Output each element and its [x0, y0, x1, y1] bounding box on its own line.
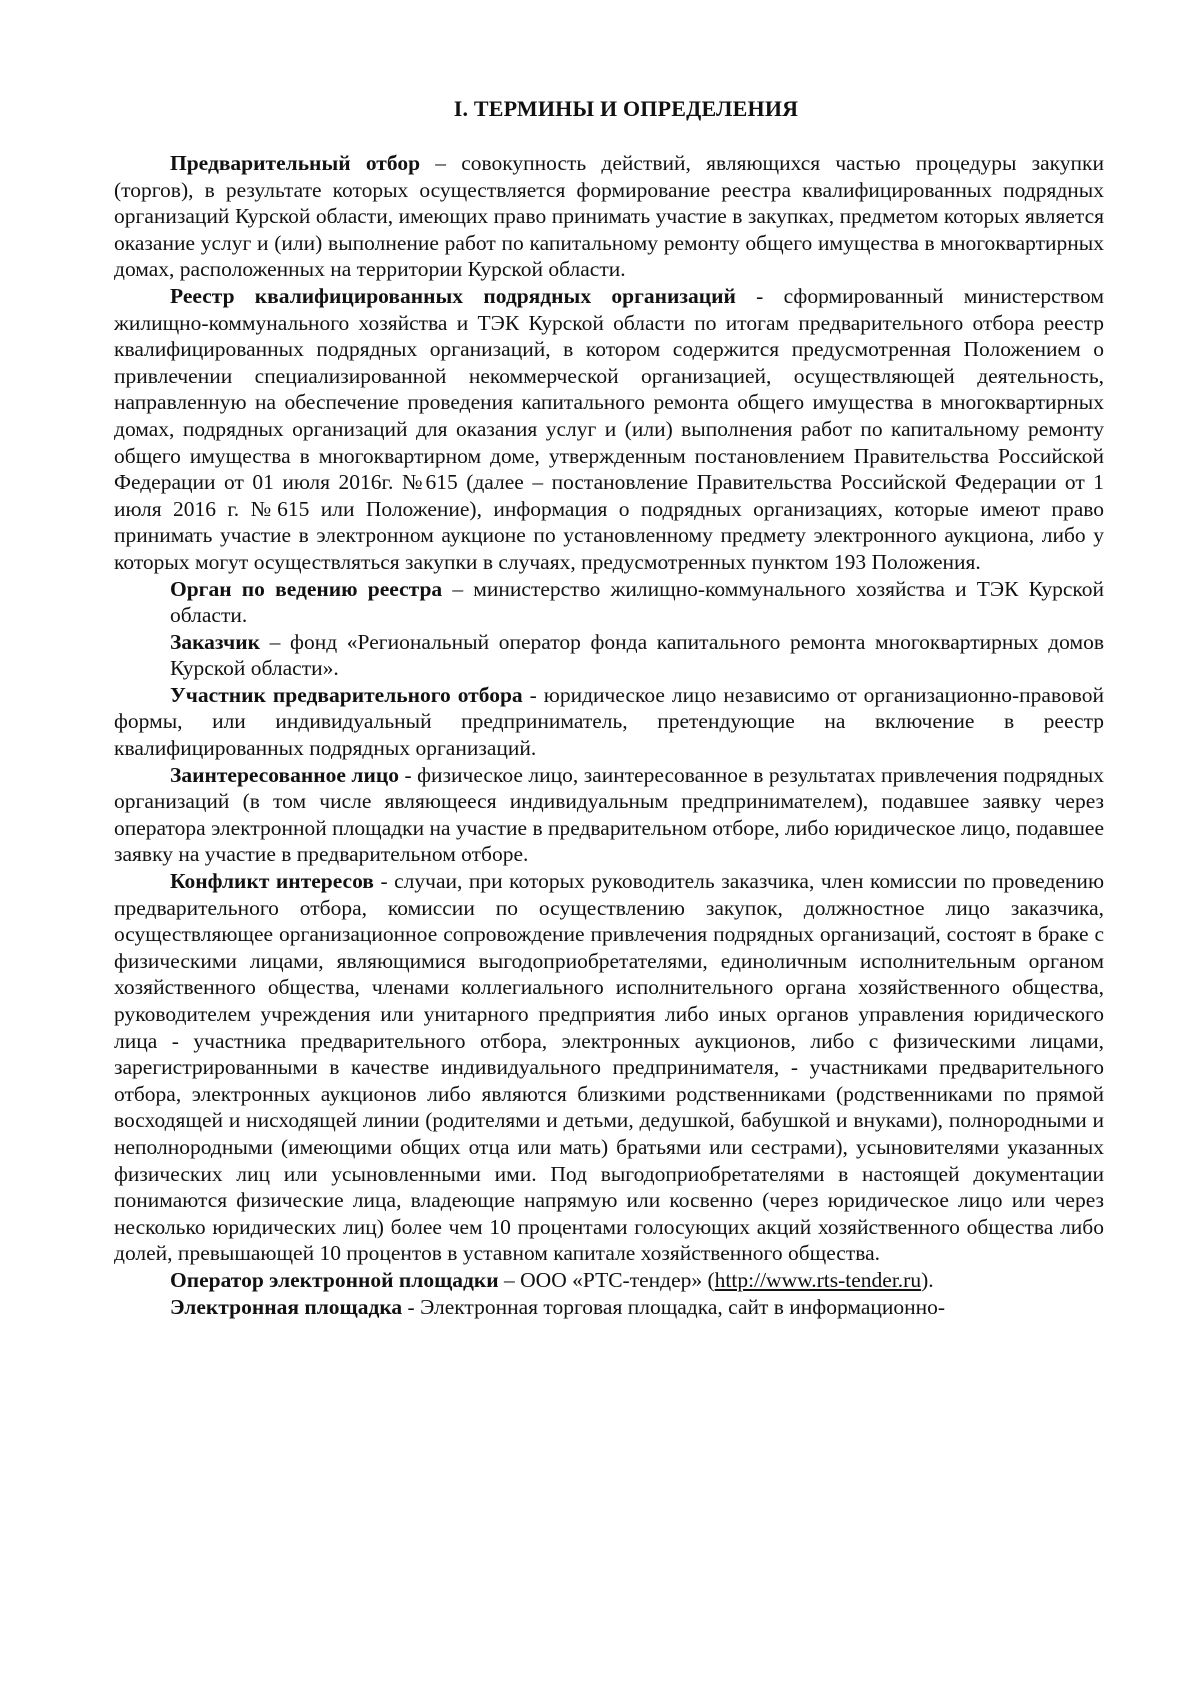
- definition-participant: [114, 682, 1104, 762]
- definition-text: – ООО «РТС-тендер» (: [498, 1267, 715, 1292]
- definition-platform-operator: [114, 1267, 1104, 1294]
- term-label: Участник предварительного отбора: [170, 682, 523, 707]
- definition-electronic-platform: [114, 1294, 1104, 1321]
- section-heading: I. ТЕРМИНЫ И ОПРЕДЕЛЕНИЯ: [453, 96, 799, 121]
- definition-preliminary-selection: [114, 150, 1104, 283]
- operator-website-link[interactable]: http://www.rts-tender.ru: [714, 1267, 922, 1292]
- definition-text: - юридическое лицо независимо от организационно-правовой формы, или индивидуальный предприниматель, претендующие на включение в реестр квалифицированных подрядных организаций.: [114, 682, 1104, 761]
- term-label: Предварительный отбор: [170, 151, 421, 175]
- definition-interested-person: [114, 762, 1104, 868]
- definition-conflict-of-interest: [114, 868, 1104, 1267]
- definition-text: - Электронная торговая площадка, сайт в информационно-: [402, 1294, 946, 1319]
- definition-text-end: ).: [921, 1267, 934, 1292]
- term-label: Орган по ведению реестра: [170, 576, 443, 601]
- document-body: [114, 96, 1104, 1320]
- definition-customer: [114, 629, 1104, 682]
- term-label: Заказчик: [170, 629, 261, 654]
- definition-text: – фонд «Региональный оператор фонда капитального ремонта многоквартирных домов Курской области».: [170, 629, 1104, 681]
- term-label: Реестр квалифицированных подрядных организаций: [170, 283, 736, 308]
- definition-text: – министерство жилищно-коммунального хозяйства и ТЭК Курской области.: [170, 576, 1105, 628]
- term-label: Оператор электронной площадки: [170, 1267, 499, 1292]
- definition-text: - случаи, при которых руководитель заказчика, член комиссии по проведению предварительного отбора, комиссии по осуществлению закупок, должностное лицо заказчика, осуществляющее организационное сопровождение привлечения подрядных организаций, состоят в браке с физическими лицами, являющимися выгодоприобретателями, единоличным исполнительным органом хозяйственного общества, членами коллегиального исполнительного органа хозяйственного общества, руководителем учреждения или унитарного предприятия либо иных органов управления юридического лица - участника предварительного отбора, электронных аукционов, либо с физическими лицами, зарегистрированными в качестве индивидуального предпринимателя, - участниками предварительного отбора, электронных аукционов либо являются близкими родственниками (родственниками по прямой восходящей и нисходящей линии (родителями и детьми, дедушкой, бабушкой и внуками), полнородными и неполнородными (имеющими общих отца или мать) братьями или сестрами), усыновителями указанных физических лиц или усыновленными ими. Под выгодоприобретателями в настоящей документации понимаются физические лица, владеющие напрямую или косвенно (через юридическое лицо или через несколько юридических лиц) более чем 10 процентами голосующих акций хозяйственного общества либо долей, превышающей 10 процентов в уставном капитале хозяйственного общества.: [114, 869, 1105, 1266]
- term-label: Электронная площадка: [170, 1294, 403, 1319]
- definition-text: – совокупность действий, являющихся частью процедуры закупки (торгов), в результате которых осуществляется формирование реестра квалифицированных подрядных организаций Курской области, имеющих право принимать участие в закупках, предметом которых является оказание услуг и (или) выполнение работ по капитальному ремонту общего имущества в многоквартирных домах, расположенных на территории Курской области.: [114, 151, 1104, 282]
- definition-text: - сформированный министерством жилищно-коммунального хозяйства и ТЭК Курской области по итогам предварительного отбора реестр квалифицированных подрядных организаций, в котором содержится предусмотренная Положением о привлечении специализированной некоммерческой организацией, осуществляющей деятельность, направленную на обеспечение проведения капитального ремонта общего имущества в многоквартирных домах, подрядных организаций для оказания услуг и (или) выполнения работ по капитальному ремонту общего имущества в многоквартирном доме, утвержденным постановлением Правительства Российской Федерации от 01 июля 2016г. №615 (далее – постановление Правительства Российской Федерации от 1 июля 2016 г. №615 или Положение), информация о подрядных организациях, которые имеют право принимать участие в электронном аукционе по установленному предмету электронного аукциона, либо у которых могут осуществляться закупки в случаях, предусмотренных пунктом 193 Положения.: [114, 283, 1104, 574]
- term-label: Конфликт интересов: [170, 869, 374, 894]
- definition-text: - физическое лицо, заинтересованное в результатах привлечения подрядных организаций (в том числе являющееся индивидуальным предпринимателем), подавшее заявку через оператора электронной площадки на участие в предварительном отборе, либо юридическое лицо, подавшее заявку на участие в предварительном отборе.: [114, 762, 1105, 867]
- definition-registry-authority: [114, 576, 1104, 629]
- definition-registry: [114, 283, 1104, 576]
- term-label: Заинтересованное лицо: [170, 762, 399, 787]
